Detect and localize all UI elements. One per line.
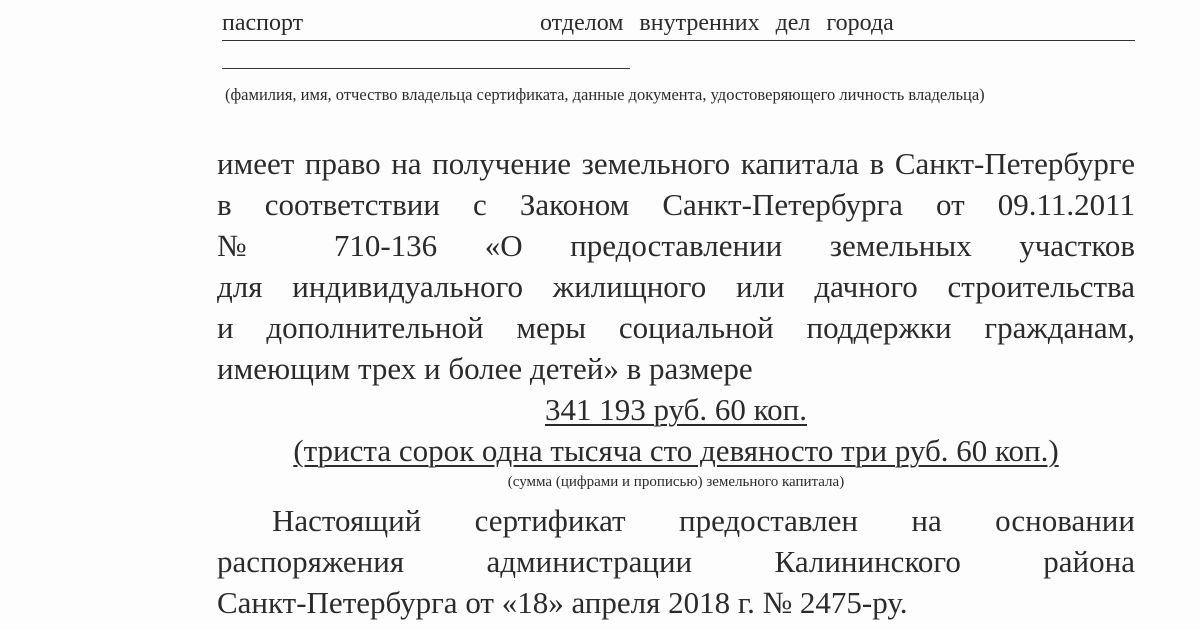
amount-digits: 341 193 руб. 60 коп. <box>544 392 808 427</box>
underline-2 <box>222 68 630 69</box>
body-line-5: и дополнительной меры социальной поддержки гражданам, <box>217 310 1135 345</box>
body-line-2: в соответствии с Законом Санкт-Петербурга от 09.11.2011 <box>217 187 1135 222</box>
passport-label: паспорт <box>222 10 304 36</box>
amount-caption: (сумма (цифрами и прописью) земельного капитала) <box>507 474 845 490</box>
basis-line-1: Настоящий сертификат предоставлен на основании <box>272 503 1135 538</box>
owner-caption: (фамилия, имя, отчество владельца сертификата, данные документа, удостоверяющего личность владельца) <box>225 85 985 104</box>
body-line-4: для индивидуального жилищного или дачного строительства <box>217 269 1135 304</box>
underline-1 <box>222 40 1135 41</box>
body-line-1: имеет право на получение земельного капитала в Санкт-Петербурге <box>217 146 1135 181</box>
passport-line <box>222 8 962 38</box>
basis-line-2: распоряжения администрации Калининского района <box>217 544 1135 579</box>
amount-words-row <box>217 433 1135 469</box>
issuing-authority: отделом внутренних дел города <box>540 10 894 36</box>
body-line-3: № 710-136 «О предоставлении земельных участков <box>217 228 1135 263</box>
amount-digits-row <box>217 392 1135 428</box>
basis-line-3: Санкт-Петербурга от «18» апреля 2018 г. № 2475-ру. <box>217 585 908 620</box>
amount-words: (триста сорок одна тысяча сто девяносто три руб. 60 коп.) <box>293 433 1059 468</box>
body-line-6: имеющим трех и более детей» в размере <box>217 351 753 386</box>
